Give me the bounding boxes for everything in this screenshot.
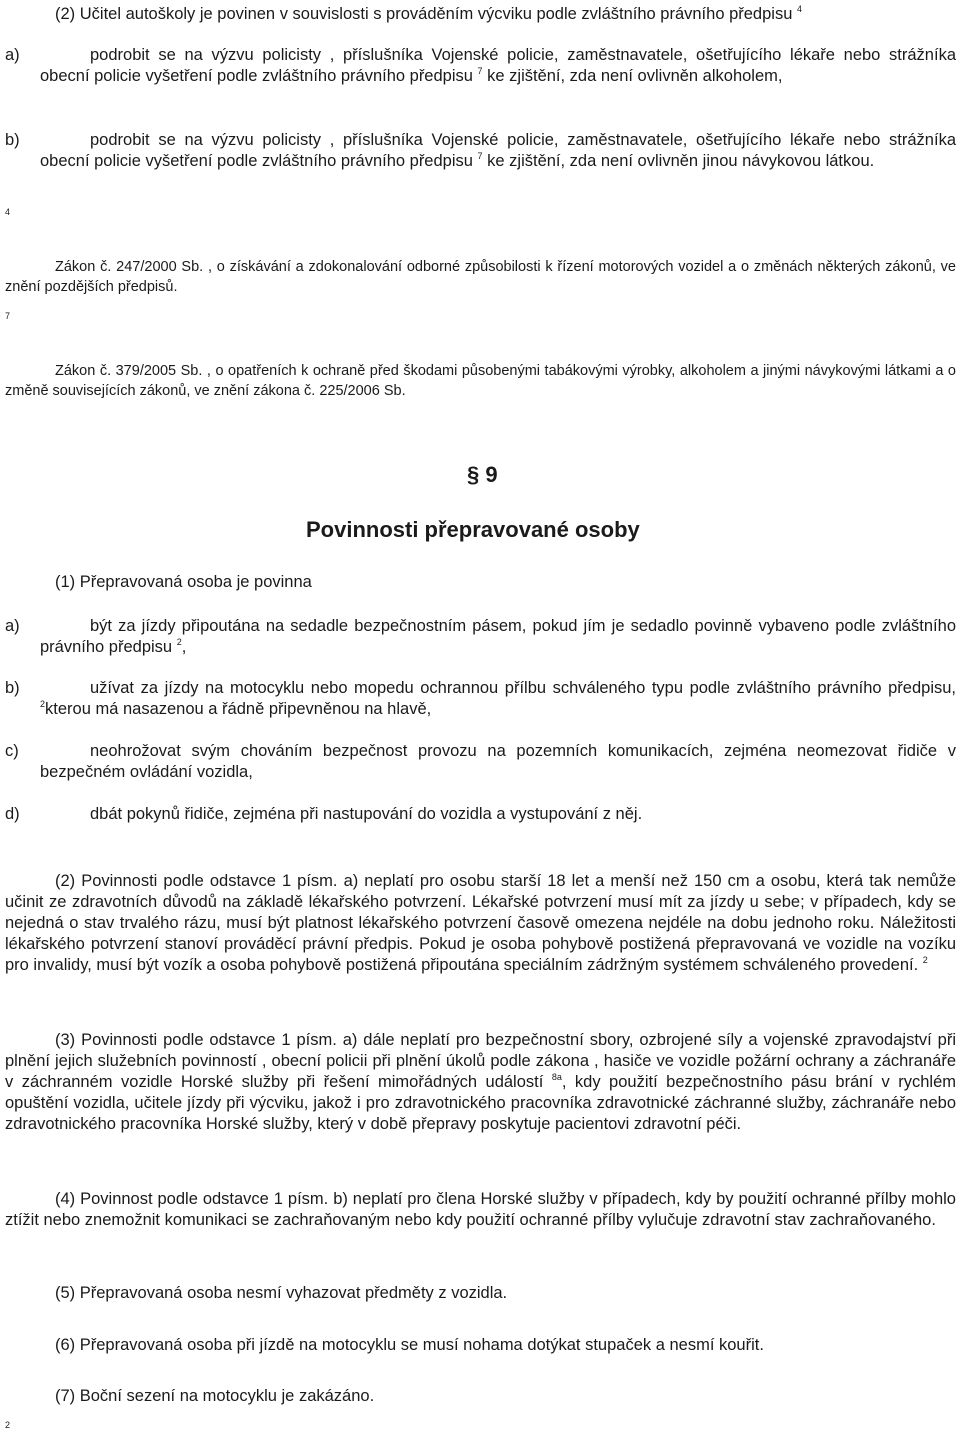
item-text: podrobit se na výzvu policisty , příslušníka Vojenské policie, zaměstnavatele, ošetřujícího lékaře nebo strážníka obecní policie vyšetření podle zvláštního právního předpisu	[40, 46, 956, 85]
paragraph-2-text: (2) Povinnosti podle odstavce 1 písm. a) neplatí pro osobu starší 18 let a menší než 150 cm a osobu, která tak nemůže učinit ze zdravotních důvodů na základě lékařského potvrzení. Lékařské potvrzení musí mít za jízdy u sebe; v případech, kdy se nejedná o stav trvalého rázu, musí být platnost lékařského potvrzení časově omezena nejdéle na dobu jednoho roku. Náležitosti lékařského potvrzení stanoví prováděcí právní předpis. Pokud je osoba pohybově postižená přepravovaná ve vozidle na vozíku pro invalidy, musí být vozík a osoba pohybově postižená připoutána speciálním zádržným systémem schváleného provedení.	[5, 872, 956, 974]
item-text-end: kterou má nasazenou a řádně připevněnou na hlavě,	[45, 700, 432, 718]
item-label: a)	[5, 617, 20, 635]
paragraph-1-intro	[5, 572, 956, 593]
list-item-d	[5, 804, 956, 825]
list-item-b-top	[5, 130, 956, 172]
footnote-ref: 2	[40, 698, 46, 709]
paragraph-2-intro	[5, 4, 956, 25]
item-text: užívat za jízdy na motocyklu nebo mopedu ochrannou přílbu schváleného typu podle zvláštního právního předpisu,	[90, 679, 956, 697]
section-number: § 9	[467, 462, 498, 487]
footnote-number: 4	[5, 207, 11, 217]
footnote-ref: 7	[477, 65, 483, 76]
list-item-a	[5, 616, 956, 658]
footnote-ref: 7	[477, 150, 483, 161]
paragraph-6-text: (6) Přepravovaná osoba při jízdě na motocyklu se musí nohama dotýkat stupaček a nesmí kouřit.	[55, 1336, 764, 1354]
paragraph-3-text-end: , kdy použití bezpečnostního pásu brání v rychlém opuštění vozidla, učitele jízdy při výcviku, jakož i pro zdravotnického pracovníka zdravotnické záchranné služby, záchranáře nebo zdravotnického pracovníka Horské služby, který v době přepravy poskytuje pacientovi zdravotní péči.	[5, 1073, 956, 1133]
list-item-b	[5, 678, 956, 720]
item-text: podrobit se na výzvu policisty , příslušníka Vojenské policie, zaměstnavatele, ošetřujícího lékaře nebo strážníka obecní policie vyšetření podle zvláštního právního předpisu	[40, 131, 956, 170]
item-text-end: ke zjištění, zda není ovlivněn jinou návykovou látkou.	[487, 152, 875, 170]
paragraph-4	[5, 1189, 956, 1231]
paragraph-7	[5, 1386, 956, 1407]
item-text-end: ,	[181, 638, 187, 656]
item-label: c)	[5, 742, 19, 760]
item-label: b)	[5, 131, 20, 149]
item-label: d)	[5, 805, 20, 823]
footnote-text: Zákon č. 247/2000 Sb. , o získávání a zdokonalování odborné způsobilosti k řízení motorových vozidel a o změnách některých zákonů, ve znění pozdějších předpisů.	[5, 259, 956, 295]
footnote-number: 7	[5, 311, 11, 321]
paragraph-5	[5, 1283, 956, 1304]
paragraph-5-text: (5) Přepravovaná osoba nesmí vyhazovat předměty z vozidla.	[55, 1284, 508, 1302]
footnote-7	[5, 361, 956, 401]
item-text: dbát pokynů řidiče, zejména při nastupování do vozidla a vystupování z něj.	[90, 805, 643, 823]
paragraph-2	[5, 871, 956, 976]
item-text: neohrožovat svým chováním bezpečnost provozu na pozemních komunikacích, zejména neomezovat řidiče v bezpečném ovládání vozidla,	[40, 742, 956, 781]
footnote-4	[5, 257, 956, 297]
paragraph-7-text: (7) Boční sezení na motocyklu je zakázáno.	[55, 1387, 375, 1405]
footnote-ref: 4	[796, 3, 802, 14]
footnote-ref: 8a	[551, 1071, 562, 1082]
footnote-number: 2	[5, 1420, 11, 1430]
item-label: b)	[5, 679, 20, 697]
paragraph-1-text: (1) Přepravovaná osoba je povinna	[55, 573, 312, 591]
list-item-c	[5, 741, 956, 783]
section-title: Povinnosti přepravované osoby	[306, 517, 640, 542]
footnote-ref: 2	[922, 954, 928, 965]
paragraph-4-text: (4) Povinnost podle odstavce 1 písm. b) neplatí pro člena Horské služby v případech, kdy by použití ochranné přílby mohlo ztížit nebo znemožnit komunikaci se zachraňovaným nebo kdy použití ochranné přílby vylučuje zdravotní stav zachraňovaného.	[5, 1190, 956, 1229]
paragraph-2-text: (2) Učitel autoškoly je povinen v souvislosti s prováděním výcviku podle zvláštního právního předpisu	[55, 5, 793, 23]
footnote-text: Zákon č. 379/2005 Sb. , o opatřeních k ochraně před škodami působenými tabákovými výrobky, alkoholem a jinými návykovými látkami a o změně souvisejících zákonů, ve znění zákona č. 225/2006 Sb.	[5, 363, 956, 399]
item-label: a)	[5, 46, 20, 64]
item-text: být za jízdy připoutána na sedadle bezpečnostním pásem, pokud jím je sedadlo povinně vybaveno podle zvláštního právního předpisu	[40, 617, 956, 656]
list-item-a-top	[5, 45, 956, 87]
footnote-ref: 2	[176, 636, 182, 647]
item-text-end: ke zjištění, zda není ovlivněn alkoholem,	[487, 67, 783, 85]
paragraph-3	[5, 1030, 956, 1135]
paragraph-3-text: (3) Povinnosti podle odstavce 1 písm. a) dále neplatí pro bezpečnostní sbory, ozbrojené síly a vojenské zpravodajství při plnění jejich služebních povinností , obecní policii při plnění úkolů podle zákona , hasiče ve vozidle požární ochrany a záchranáře v záchranném vozidle Horské služby při řešení mimořádných událostí	[5, 1031, 956, 1091]
paragraph-6	[5, 1335, 956, 1356]
